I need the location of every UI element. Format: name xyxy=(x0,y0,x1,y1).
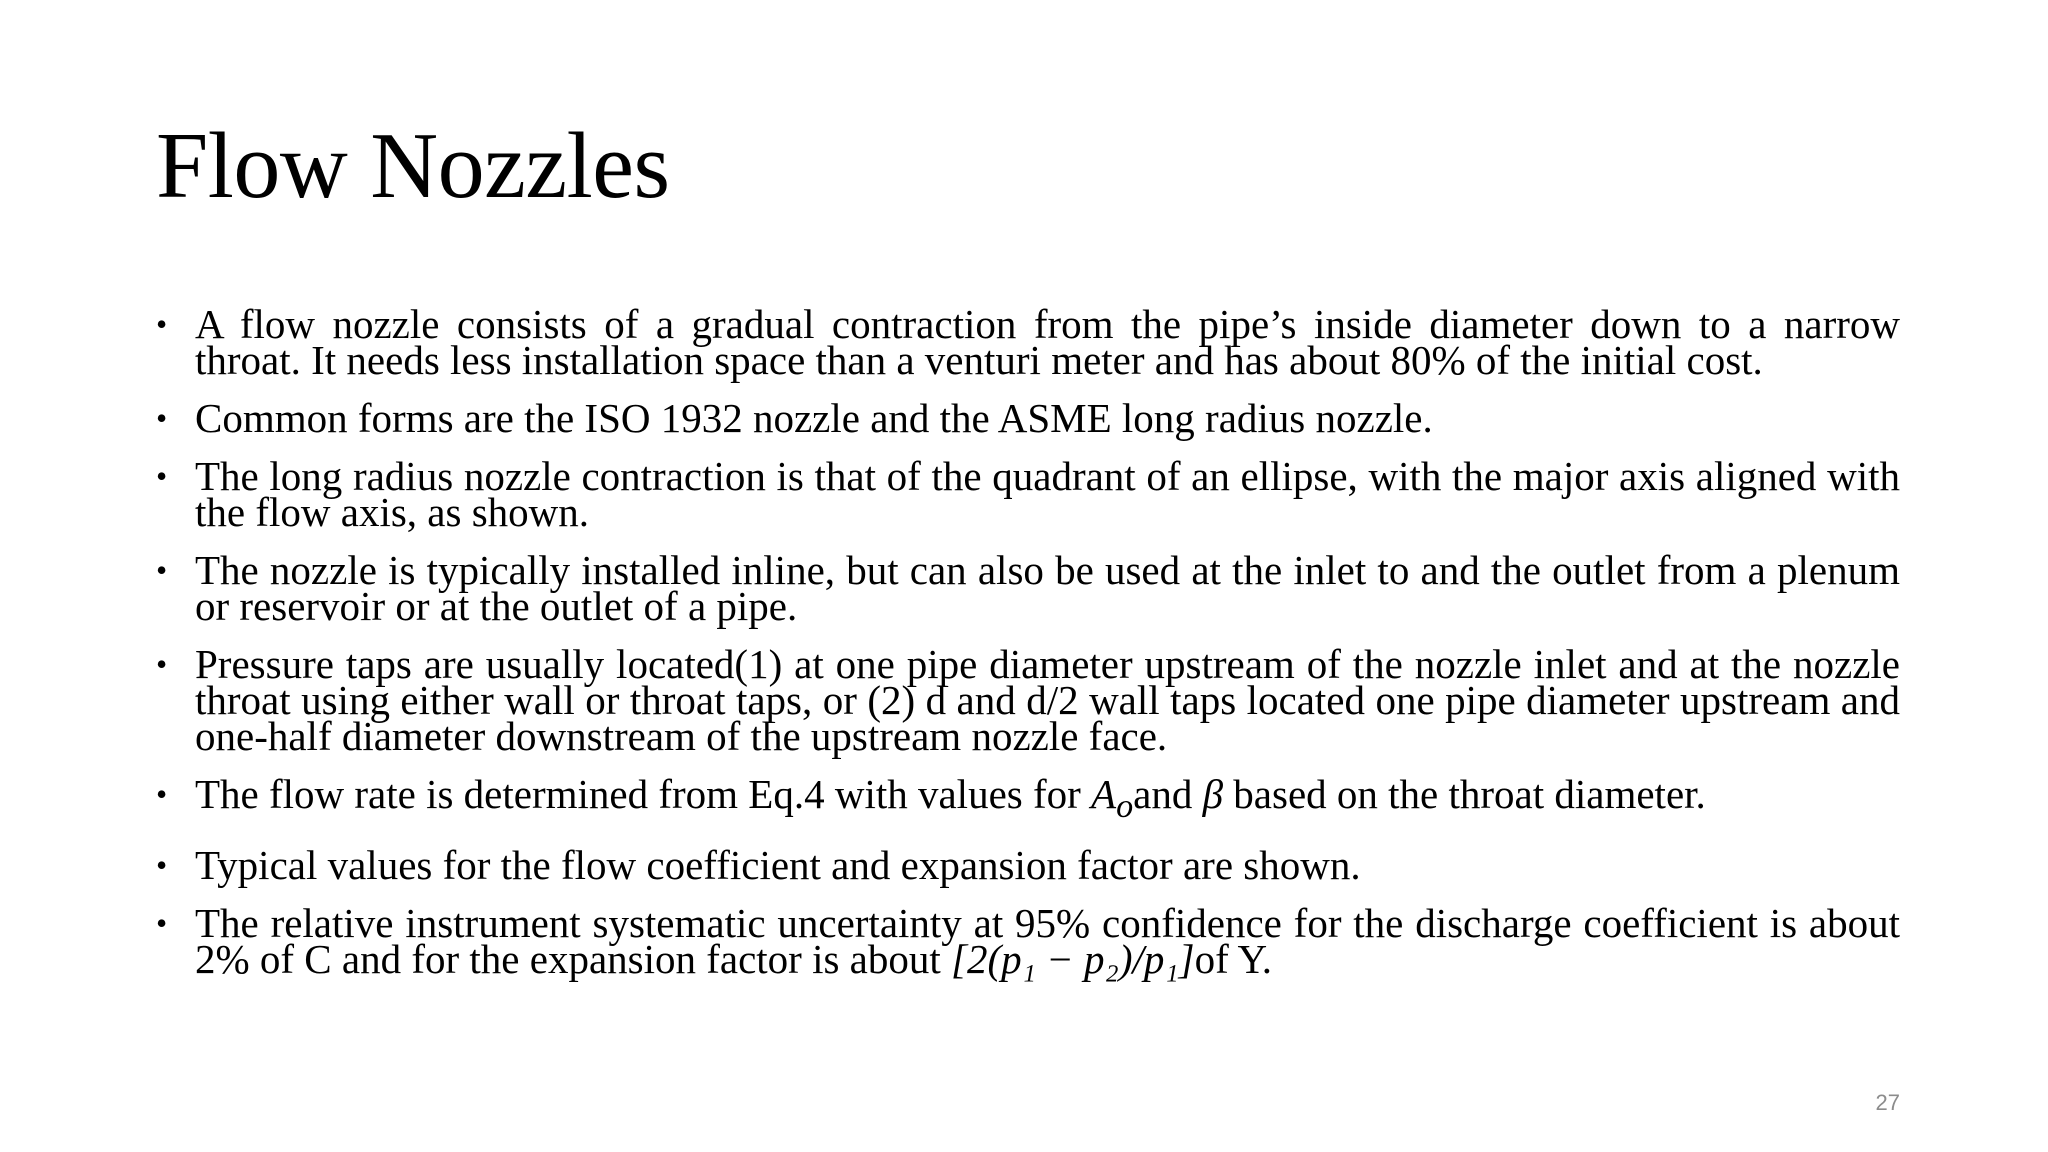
bullet-icon: • xyxy=(156,847,168,884)
bullet-item xyxy=(156,453,1900,535)
bullet-text: Common forms are the ISO 1932 nozzle and the ASME long radius nozzle. xyxy=(195,395,1433,441)
bullet-text: The relative instrument systematic uncertainty at 95% confidence for the discharge coefficient is about 2% of C and for the expansion factor is about xyxy=(195,900,1900,983)
bullet-icon: • xyxy=(156,905,168,942)
bullet-list xyxy=(156,301,1900,999)
bullet-item xyxy=(156,301,1900,383)
bullet-item xyxy=(156,547,1900,629)
bullet-item xyxy=(156,900,1900,983)
bullet-text: Typical values for the flow coefficient and expansion factor are shown. xyxy=(195,842,1361,889)
math-subscript-o: o xyxy=(1116,788,1134,826)
bullet-item xyxy=(156,395,1900,441)
bullet-item xyxy=(156,842,1900,889)
bullet-text: based on the throat diameter. xyxy=(1223,771,1706,817)
bullet-text: of Y. xyxy=(1194,936,1273,983)
bullet-icon: • xyxy=(156,458,168,494)
math-symbol-beta: β xyxy=(1202,771,1224,817)
bullet-icon: • xyxy=(156,776,168,812)
math-expression: [2(p₁ − p₂)/p₁] xyxy=(951,936,1195,983)
bullet-icon: • xyxy=(156,400,168,436)
bullet-icon: • xyxy=(156,306,168,342)
bullet-item xyxy=(156,771,1900,826)
bullet-icon: • xyxy=(156,552,168,588)
bullet-text: A flow nozzle consists of a gradual contraction from the pipe’s inside diameter down to a narrow throat. It needs less installation space than a venturi meter and has about 80% of the initial cost. xyxy=(195,301,1900,383)
bullet-text: The long radius nozzle contraction is that of the quadrant of an ellipse, with the major axis aligned with the flow axis, as shown. xyxy=(195,453,1900,535)
bullet-text: The nozzle is typically installed inline, but can also be used at the inlet to and the outlet from a plenum or reservoir or at the outlet of a pipe. xyxy=(195,547,1900,629)
bullet-text: Pressure taps are usually located(1) at one pipe diameter upstream of the nozzle inlet and at the nozzle throat using either wall or throat taps, or (2) d and d/2 wall taps located one pipe diameter upstream and one-half diameter downstream of the upstream nozzle face. xyxy=(195,641,1900,759)
bullet-icon: • xyxy=(156,646,168,682)
slide-title: Flow Nozzles xyxy=(156,114,670,218)
bullet-item xyxy=(156,641,1900,759)
math-symbol-a: A xyxy=(1091,771,1117,817)
page-number: 27 xyxy=(1875,1090,1900,1115)
bullet-text: The flow rate is determined from Eq.4 with values for xyxy=(195,771,1092,817)
bullet-text: and xyxy=(1133,771,1203,817)
